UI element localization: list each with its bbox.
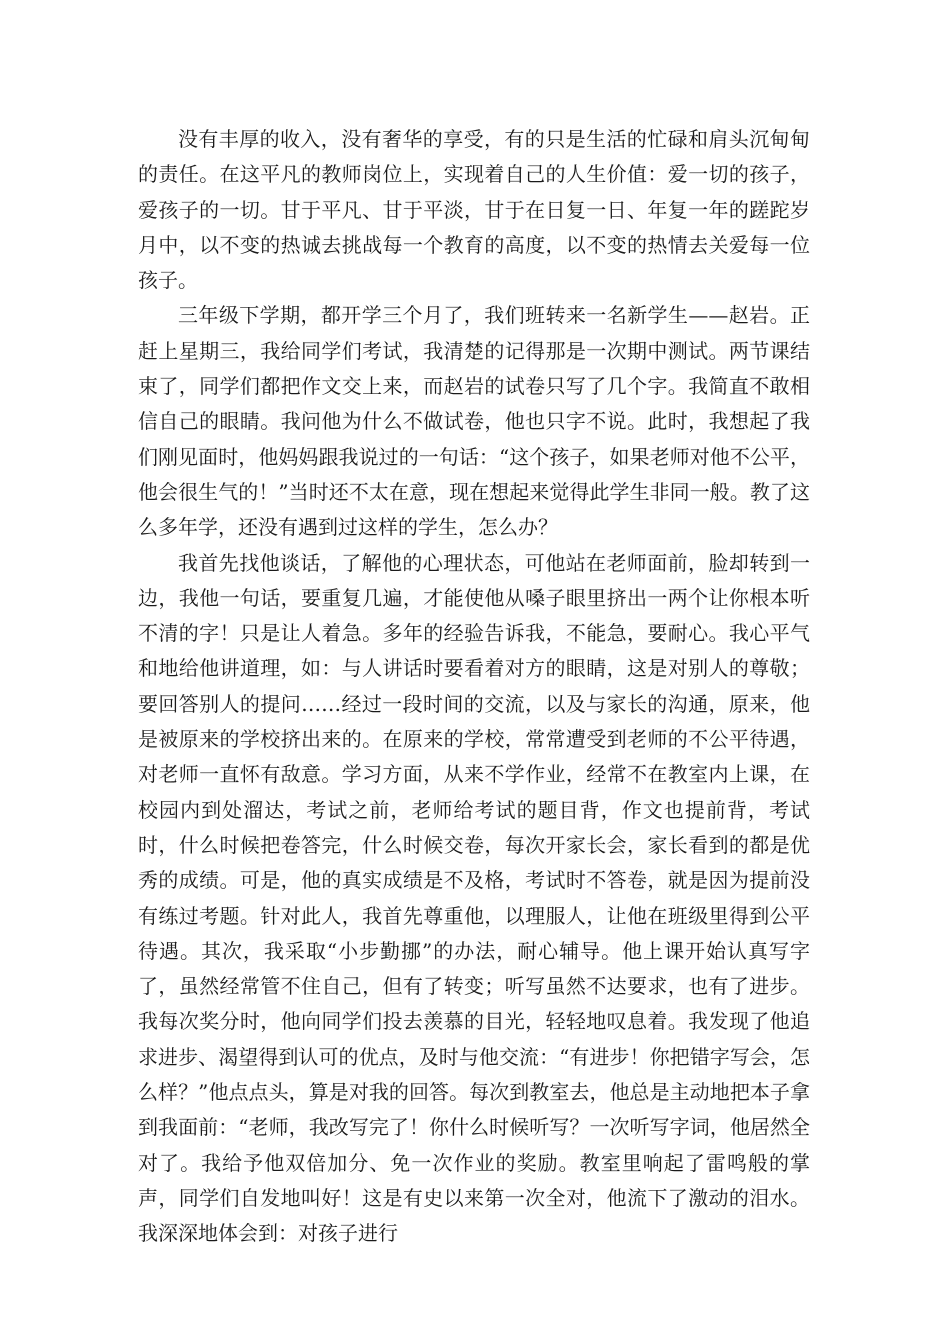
paragraph-1: 没有丰厚的收入，没有奢华的享受，有的只是生活的忙碌和肩头沉甸甸的责任。在这平凡的教师岗位上，实现着自己的人生价值：爱一切的孩子，爱孩子的一切。甘于平凡、甘于平淡，甘于在日复一日、年复一年的蹉跎岁月中，以不变的热诚去挑战每一个教育的高度，以不变的热情去关爱每一位孩子。	[138, 127, 810, 293]
paragraph-3: 我首先找他谈话，了解他的心理状态，可他站在老师面前，脸却转到一边，我他一句话，要重复几遍，才能使他从嗓子眼里挤出一两个让你根本听不清的字！只是让人着急。多年的经验告诉我，不能急，要耐心。我心平气和地给他讲道理，如：与人讲话时要看着对方的眼睛，这是对别人的尊敬；要回答别人的提问……经过一段时间的交流，以及与家长的沟通，原来，他是被原来的学校挤出来的。在原来的学校，常常遭受到老师的不公平待遇，对老师一直怀有敌意。学习方面，从来不学作业，经常不在教室内上课，在校园内到处溜达，考试之前，老师给考试的题目背，作文也提前背，考试时，什么时候把卷答完，什么时候交卷，每次开家长会，家长看到的都是优秀的成绩。可是，他的真实成绩是不及格，考试时不答卷，就是因为提前没有练过考题。针对此人，我首先尊重他，以理服人，让他在班级里得到公平待遇。其次，我采取“小步勤挪”的办法，耐心辅导。他上课开始认真写字了，虽然经常管不住自己，但有了转变；听写虽然不达要求，也有了进步。我每次奖分时，他向同学们投去羡慕的目光，轻轻地叹息着。我发现了他追求进步、渴望得到认可的优点，及时与他交流：“有进步！你把错字写会，怎么样？”他点点头，算是对我的回答。每次到教室去，他总是主动地把本子拿到我面前：“老师，我改写完了！你什么时候听写？一次听写字词，他居然全对了。我给予他双倍加分、免一次作业的奖励。教室里响起了雷鸣般的掌声，同学们自发地叫好！这是有史以来第一次全对，他流下了激动的泪水。我深深地体会到：对孩子进行	[138, 550, 810, 1246]
paragraph-2: 三年级下学期，都开学三个月了，我们班转来一名新学生——赵岩。正赶上星期三，我给同学们考试，我清楚的记得那是一次期中测试。两节课结束了，同学们都把作文交上来，而赵岩的试卷只写了几个字。我简直不敢相信自己的眼睛。我问他为什么不做试卷，他也只字不说。此时，我想起了我们刚见面时，他妈妈跟我说过的一句话：“这个孩子，如果老师对他不公平，他会很生气的！”当时还不太在意，现在想起来觉得此学生非同一般。教了这么多年学，还没有遇到过这样的学生，怎么办？	[138, 303, 810, 540]
document-body	[138, 122, 810, 1252]
